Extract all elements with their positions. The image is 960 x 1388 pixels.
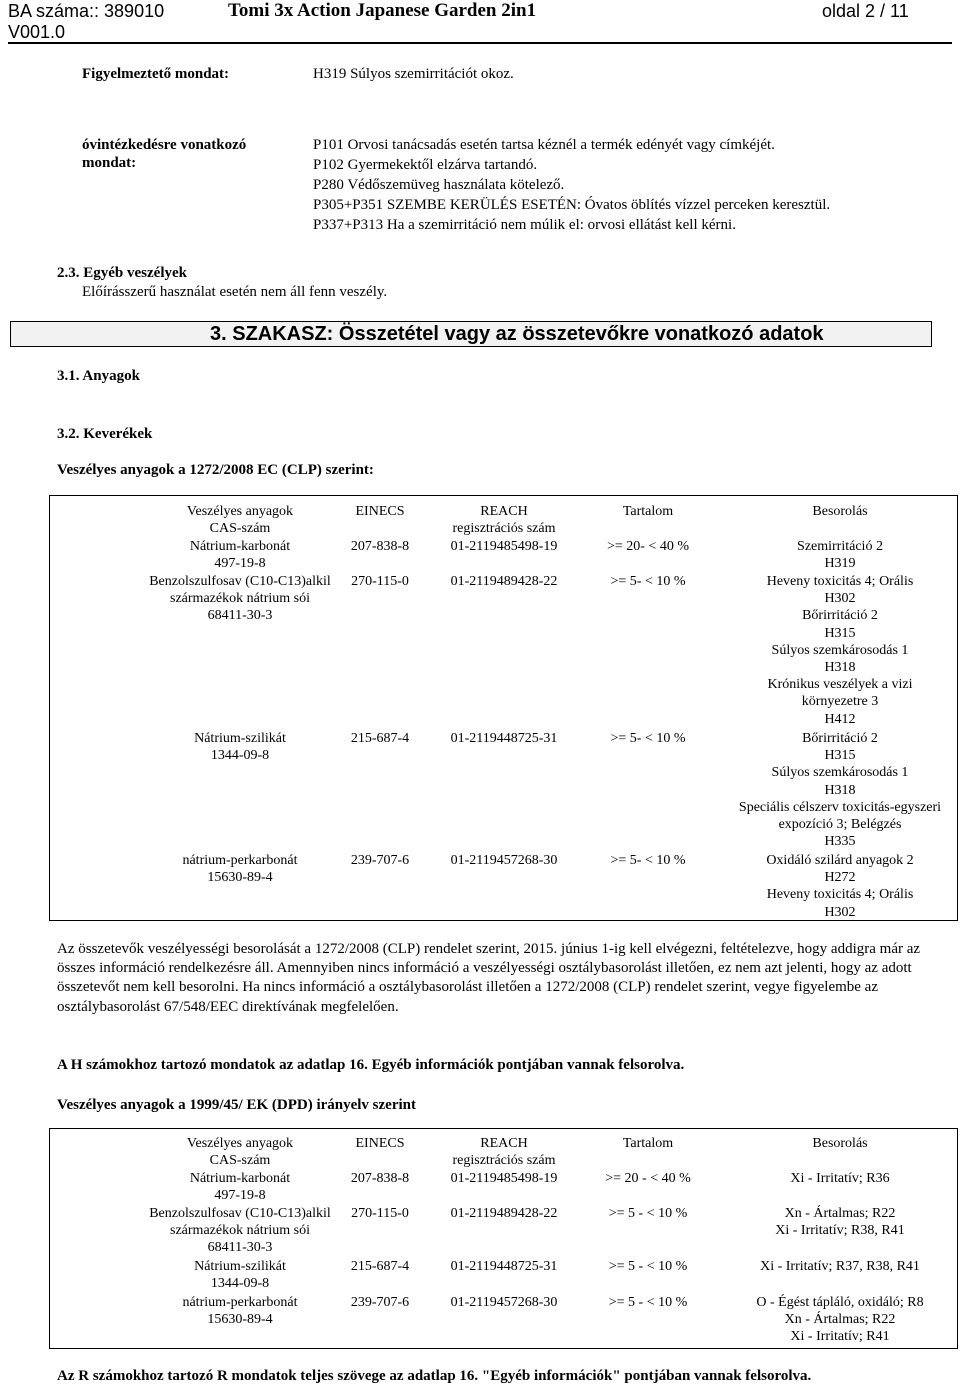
einecs-cell: 207-838-8 <box>350 539 410 554</box>
doc-version: V001.0 <box>8 22 66 42</box>
precaution-line: P101 Orvosi tanácsadás esetén tartsa kéznél a termék edényét vagy címkéjét. <box>313 137 775 153</box>
einecs-cell: 239-707-6 <box>350 1295 410 1310</box>
mixtures-heading: 3.2. Keverékek <box>57 426 153 442</box>
dpd-header-substance: Veszélyes anyagok CAS-szám <box>186 1136 294 1169</box>
classification-cell: Oxidáló szilárd anyagok 2 H272 Heveny toxicitás 4; Orális H302 <box>766 853 914 920</box>
reach-cell: 01-2119489428-22 <box>450 574 558 589</box>
table-row: Nátrium-karbonát 497-19-8 <box>189 539 291 572</box>
table-row: Nátrium-szilikát 1344-09-8 <box>194 731 286 764</box>
content-cell: >= 5 - < 10 % <box>608 1295 688 1310</box>
einecs-cell: 215-687-4 <box>350 731 410 746</box>
einecs-cell: 270-115-0 <box>351 1206 409 1221</box>
precaution-line: P337+P313 Ha a szemirritáció nem múlik el: orvosi ellátást kell kérni. <box>313 217 736 233</box>
classification-cell: Xi - Irritatív; R36 <box>790 1171 890 1186</box>
dpd-header-content: Tartalom <box>622 1136 674 1151</box>
content-cell: >= 5- < 10 % <box>610 574 686 589</box>
warning-text: H319 Súlyos szemirritációt okoz. <box>313 66 514 82</box>
reach-cell: 01-2119448725-31 <box>450 1259 558 1274</box>
reach-cell: 01-2119485498-19 <box>450 1171 558 1186</box>
page-number: oldal 2 / 11 <box>822 1 909 21</box>
header-rule <box>8 42 952 44</box>
product-title: Tomi 3x Action Japanese Garden 2in1 <box>228 0 537 21</box>
classification-cell: O - Égést tápláló, oxidáló; R8 Xn - Ártalmas; R22 Xi - Irritatív; R41 <box>756 1295 924 1345</box>
dpd-header-reach: REACH regisztrációs szám <box>452 1136 556 1169</box>
clp-note: Az összetevők veszélyességi besorolását a 1272/2008 (CLP) rendelet szerint, 2015. június 1-ig kell elvégezni, feltételezve, hogy addigra már az összes információ rendelkezésre áll. Amennyiben nincs információ a veszélyességi osztálybasorolást illetően, ez nem azt jelenti, hogy az adott összetevőt nem kell besorolni. Ha nincs információ a osztálybasorolást illetően a 1272/2008 (CLP) rendelet szerint, vegye figyelembe az osztálybasorolást 67/548/EEC direktívának megfelelően. <box>57 941 921 1015</box>
precaution-line: P102 Gyermekektől elzárva tartandó. <box>313 157 538 173</box>
einecs-cell: 215-687-4 <box>350 1259 410 1274</box>
classification-cell: Xi - Irritatív; R37, R38, R41 <box>760 1259 920 1274</box>
r-note: Az R számokhoz tartozó R mondatok teljes szövege az adatlap 16. "Egyéb információk" pontjában vannak felsorolva. <box>57 1368 812 1384</box>
substances-heading: 3.1. Anyagok <box>57 368 140 384</box>
reach-cell: 01-2119485498-19 <box>450 539 558 554</box>
clp-header-substance: Veszélyes anyagok CAS-szám <box>186 504 294 537</box>
precaution-line: P305+P351 SZEMBE KERÜLÉS ESETÉN: Óvatos öblítés vízzel perceken keresztül. <box>313 197 831 213</box>
einecs-cell: 239-707-6 <box>350 853 410 868</box>
clp-header-einecs: EINECS <box>355 504 405 519</box>
table-row: Benzolszulfosav (C10-C13)alkil származékok nátrium sói 68411-30-3 <box>149 1206 331 1256</box>
table-row: Nátrium-karbonát 497-19-8 <box>189 1171 291 1204</box>
classification-cell: Xn - Ártalmas; R22 Xi - Irritatív; R38, R41 <box>775 1206 905 1239</box>
content-cell: >= 5- < 10 % <box>610 853 686 868</box>
clp-header-reach: REACH regisztrációs szám <box>452 504 556 537</box>
content-cell: >= 5- < 10 % <box>610 731 686 746</box>
classification-cell: Szemirritáció 2 H319 <box>797 539 883 572</box>
content-cell: >= 5 - < 10 % <box>608 1259 688 1274</box>
table-row: nátrium-perkarbonát 15630-89-4 <box>182 1295 298 1328</box>
classification-cell: Heveny toxicitás 4; Orális H302 Bőrirritáció 2 H315 Súlyos szemkárosodás 1 H318 Krónikus veszélyek a vizi környezetre 3 H412 <box>766 574 914 727</box>
warning-label: Figyelmeztető mondat: <box>82 66 230 82</box>
doc-number: BA száma:: 389010 <box>8 1 165 21</box>
reach-cell: 01-2119489428-22 <box>450 1206 558 1221</box>
reach-cell: 01-2119457268-30 <box>450 853 558 868</box>
dpd-heading: Veszélyes anyagok a 1999/45/ EK (DPD) irányelv szerint <box>57 1097 416 1113</box>
content-cell: >= 20- < 40 % <box>606 539 689 554</box>
table-row: nátrium-perkarbonát 15630-89-4 <box>182 853 298 886</box>
precaution-line: P280 Védőszemüveg használata kötelező. <box>313 177 565 193</box>
precaution-label-2: mondat: <box>82 155 137 171</box>
content-cell: >= 5 - < 10 % <box>608 1206 688 1221</box>
clp-heading: Veszélyes anyagok a 1272/2008 EC (CLP) szerint: <box>57 462 374 478</box>
clp-header-classification: Besorolás <box>812 504 868 519</box>
einecs-cell: 270-115-0 <box>351 574 409 589</box>
reach-cell: 01-2119448725-31 <box>450 731 558 746</box>
precaution-label-1: óvintézkedésre vonatkozó <box>82 137 247 153</box>
dpd-header-einecs: EINECS <box>355 1136 405 1151</box>
h-note: A H számokhoz tartozó mondatok az adatlap 16. Egyéb információk pontjában vannak felsorolva. <box>57 1057 685 1073</box>
clp-header-content: Tartalom <box>622 504 674 519</box>
section-title: 3. SZAKASZ: Összetétel vagy az összetevőkre vonatkozó adatok <box>210 323 824 345</box>
clp-table <box>49 495 958 921</box>
table-row: Nátrium-szilikát 1344-09-8 <box>194 1259 286 1292</box>
table-row: Benzolszulfosav (C10-C13)alkil származékok nátrium sói 68411-30-3 <box>149 574 331 624</box>
classification-cell: Bőrirritáció 2 H315 Súlyos szemkárosodás 1 H318 Speciális célszerv toxicitás-egyszeri expozíció 3; Belégzés H335 <box>738 731 942 850</box>
dpd-table <box>49 1128 958 1349</box>
content-cell: >= 20 - < 40 % <box>605 1171 691 1186</box>
other-hazards-heading: 2.3. Egyéb veszélyek <box>57 265 187 281</box>
other-hazards-text: Előírásszerű használat esetén nem áll fenn veszély. <box>82 284 388 300</box>
reach-cell: 01-2119457268-30 <box>450 1295 558 1310</box>
einecs-cell: 207-838-8 <box>350 1171 410 1186</box>
dpd-header-classification: Besorolás <box>812 1136 868 1151</box>
